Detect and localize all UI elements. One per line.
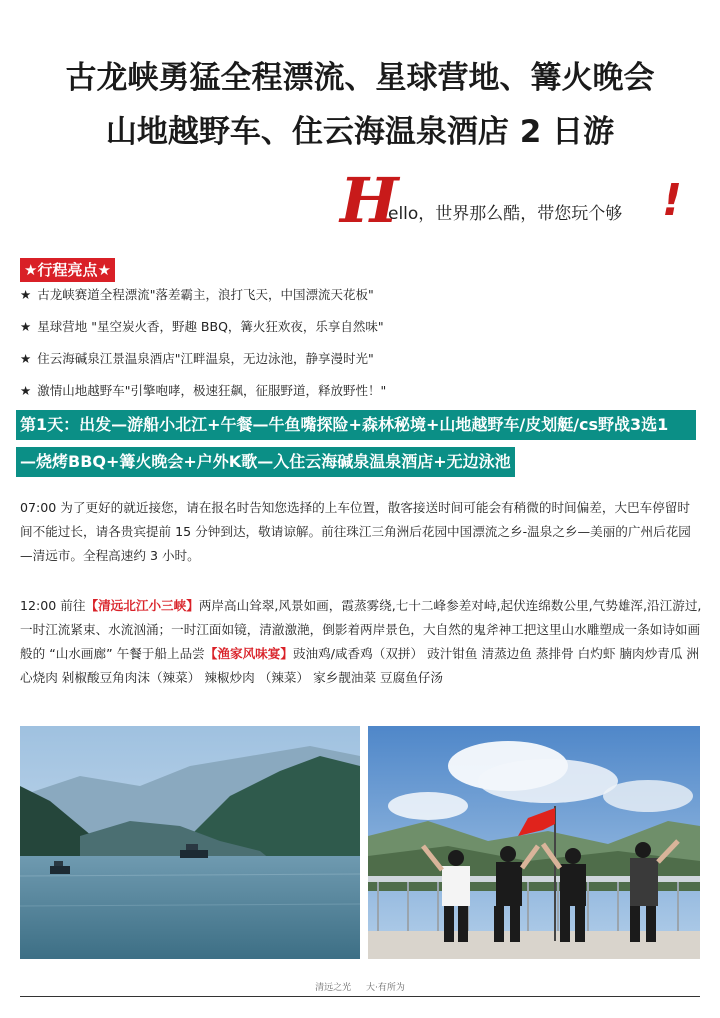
highlight-text: 住云海碱泉江景温泉酒店"江畔温泉，无边泳池，静享漫时光" [37,351,374,366]
highlight-item [20,382,386,400]
slogan-exclamation: ! [662,175,683,226]
footer-left: 清远之光 [315,983,352,993]
page-title-line2: 山地越野车、住云海温泉酒店 2 日游 [105,114,615,150]
slogan-text: ello，世界那么酷，带您玩个够 [388,204,623,224]
meal-highlight: 【渔家风味宴】 [204,646,293,661]
highlight-text: 古龙峡赛道全程漂流"落差霸主，浪打飞天，中国漂流天花板" [37,287,374,302]
place-highlight: 【清远北江小三峡】 [85,598,199,613]
highlight-text: 星球营地 "星空炭火香，野趣 BBQ，篝火狂欢夜，乐享自然味" [37,319,384,334]
star-icon: ★ [20,383,32,398]
highlight-text: 激情山地越野车"引擎咆哮，极速狂飙，征服野道，释放野性！" [37,383,387,398]
star-icon: ★ [20,351,32,366]
day1-paragraph-river [20,594,702,690]
day1-heading-line1: 第1天：出发—游船小北江+午餐—牛鱼嘴探险+森林秘境+山地越野车/皮划艇/cs野战3选1 [16,410,696,440]
dish-list: 豉油鸡/咸香鸡（双拼） 豉汁钳鱼 清蒸边鱼 蒸排骨 白灼虾 腩肉炒青瓜 洲心烧肉 剁椒酸豆角肉沫（辣菜） 辣椒炒肉 （辣菜） 家乡靓油菜 豆腐鱼仔汤 [20,646,700,685]
footer-right: 大·有所为 [366,983,405,993]
footer-divider [20,996,700,997]
highlight-item [20,286,374,304]
river-gorge-photo [20,726,360,959]
page-title-line1: 古龙峡勇猛全程漂流、星球营地、篝火晚会 [65,60,655,96]
slogan-big-letter: H [340,164,399,237]
highlight-item [20,350,374,368]
star-icon: ★ [20,319,32,334]
time-label: 12:00 前往 [20,598,86,613]
river-description: 两岸高山耸翠,风景如画，霞蒸雾绕,七十二峰参差对峙,起伏连绵数公里,气势雄浑,沿江游过,一时江流紧束、水流汹涌；一时江面如镜，清澈激滟，倒影着两岸景色，大自然的鬼斧神工把这里山水雕塑成一条如诗如画般的 “山水画廊” 午餐于船上品尝 [20,598,702,661]
group-flag-photo [368,726,700,959]
day1-paragraph-departure: 07:00 为了更好的就近接您，请在报名时告知您选择的上车位置，散客接送时间可能会有稍微的时间偏差，大巴车停留时间不能过长，请各贵宾提前 15 分钟到达，敬请谅解。前往珠江三角洲后花园中国漂流之乡-温泉之乡—美丽的广州后花园—清远市。全程高速约 3 小时。 [20,500,691,563]
star-icon: ★ [20,287,32,302]
highlights-badge: ★行程亮点★ [20,258,115,282]
highlight-item [20,318,384,336]
slogan [340,164,700,237]
day1-heading-line2: —烧烤BBQ+篝火晚会+户外K歌—入住云海碱泉温泉酒店+无边泳池 [16,447,515,477]
footer [0,980,720,993]
